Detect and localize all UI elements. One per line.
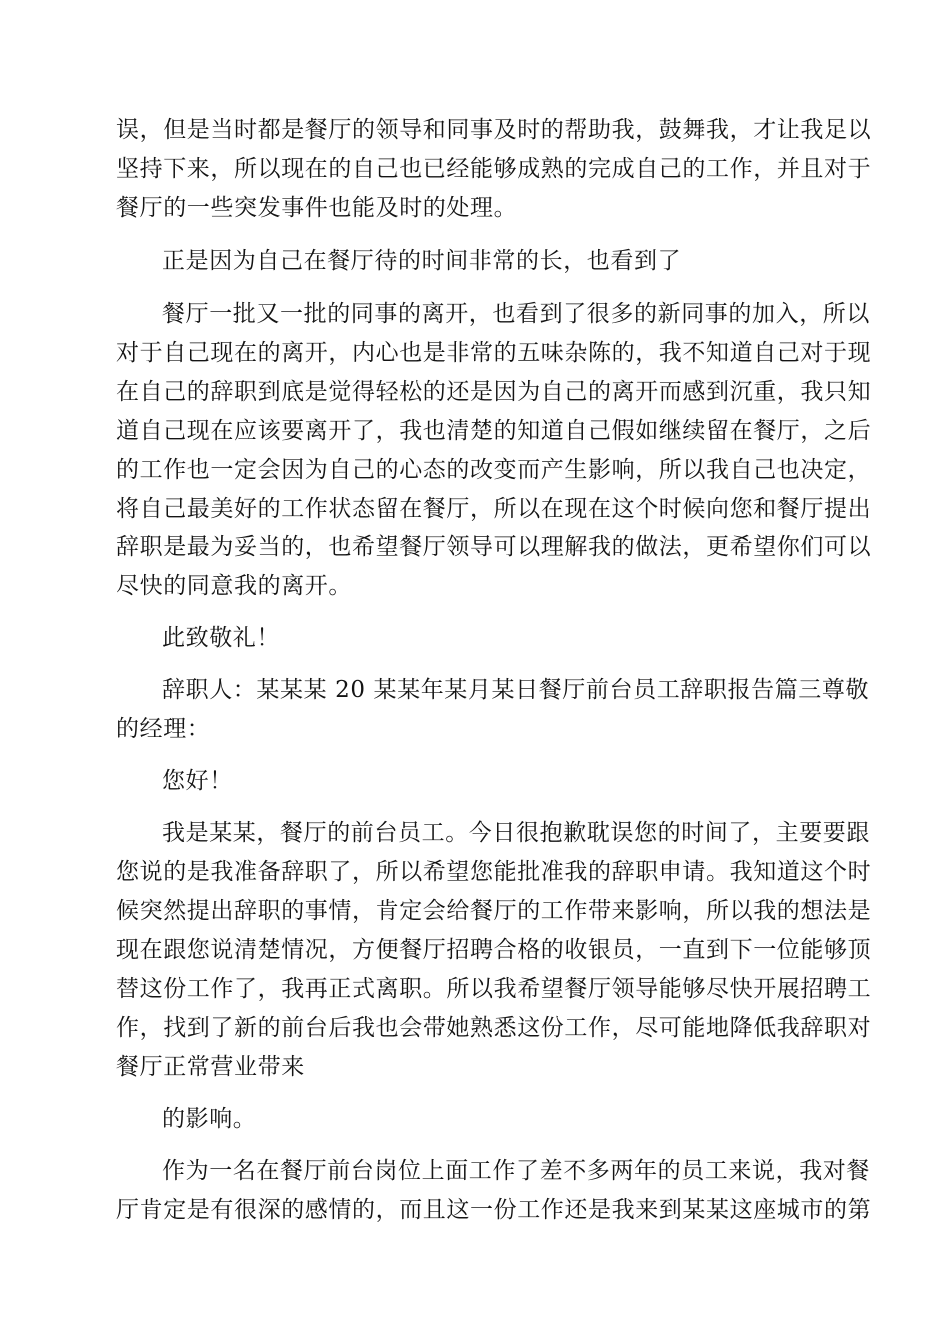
greeting-line: 您好！ — [162, 768, 233, 794]
paragraph-line: 您说的是我准备辞职了，所以希望您能批准我的辞职申请。我知道这个时 — [116, 859, 872, 885]
paragraph-line: 将自己最美好的工作状态留在餐厅，所以在现在这个时候向您和餐厅提出 — [116, 496, 872, 522]
paragraph-line: 作为一名在餐厅前台岗位上面工作了差不多两年的员工来说，我对餐 — [162, 1158, 870, 1184]
paragraph-line: 现在跟您说清楚情况，方便餐厅招聘合格的收银员，一直到下一位能够顶 — [116, 937, 872, 963]
paragraph-line: 辞职是最为妥当的，也希望餐厅领导可以理解我的做法，更希望你们可以 — [116, 534, 872, 560]
paragraph-line: 餐厅一批又一批的同事的离开，也看到了很多的新同事的加入，所以 — [162, 301, 870, 327]
paragraph-line: 尽快的同意我的离开。 — [116, 573, 352, 599]
closing-salutation: 此致敬礼！ — [162, 625, 280, 651]
paragraph-line: 正是因为自己在餐厅待的时间非常的长，也看到了 — [162, 248, 682, 274]
paragraph-line: 厅肯定是有很深的感情的，而且这一份工作还是我来到某某这座城市的第 — [116, 1197, 872, 1223]
paragraph-line: 餐厅的一些突发事件也能及时的处理。 — [116, 195, 518, 221]
paragraph-line: 的经理： — [116, 716, 211, 742]
paragraph-line: 候突然提出辞职的事情，肯定会给餐厅的工作带来影响，所以我的想法是 — [116, 898, 872, 924]
signature-line: 辞职人：某某某 20 某某年某月某日餐厅前台员工辞职报告篇三尊敬 — [162, 677, 870, 703]
paragraph-line: 我是某某，餐厅的前台员工。今日很抱歉耽误您的时间了，主要要跟 — [162, 820, 870, 846]
paragraph-line: 替这份工作了，我再正式离职。所以我希望餐厅领导能够尽快开展招聘工 — [116, 976, 872, 1002]
paragraph-line: 坚持下来，所以现在的自己也已经能够成熟的完成自己的工作，并且对于 — [116, 156, 872, 182]
paragraph-line: 的影响。 — [162, 1106, 257, 1132]
paragraph-line: 对于自己现在的离开，内心也是非常的五味杂陈的，我不知道自己对于现 — [116, 340, 872, 366]
paragraph-line: 误，但是当时都是餐厅的领导和同事及时的帮助我，鼓舞我，才让我足以 — [116, 117, 872, 143]
paragraph-line: 的工作也一定会因为自己的心态的改变而产生影响，所以我自己也决定， — [116, 457, 872, 483]
paragraph-line: 餐厅正常营业带来 — [116, 1054, 305, 1080]
paragraph-line: 作，找到了新的前台后我也会带她熟悉这份工作，尽可能地降低我辞职对 — [116, 1015, 872, 1041]
paragraph-line: 在自己的辞职到底是觉得轻松的还是因为自己的离开而感到沉重，我只知 — [116, 379, 872, 405]
paragraph-line: 道自己现在应该要离开了，我也清楚的知道自己假如继续留在餐厅，之后 — [116, 418, 872, 444]
